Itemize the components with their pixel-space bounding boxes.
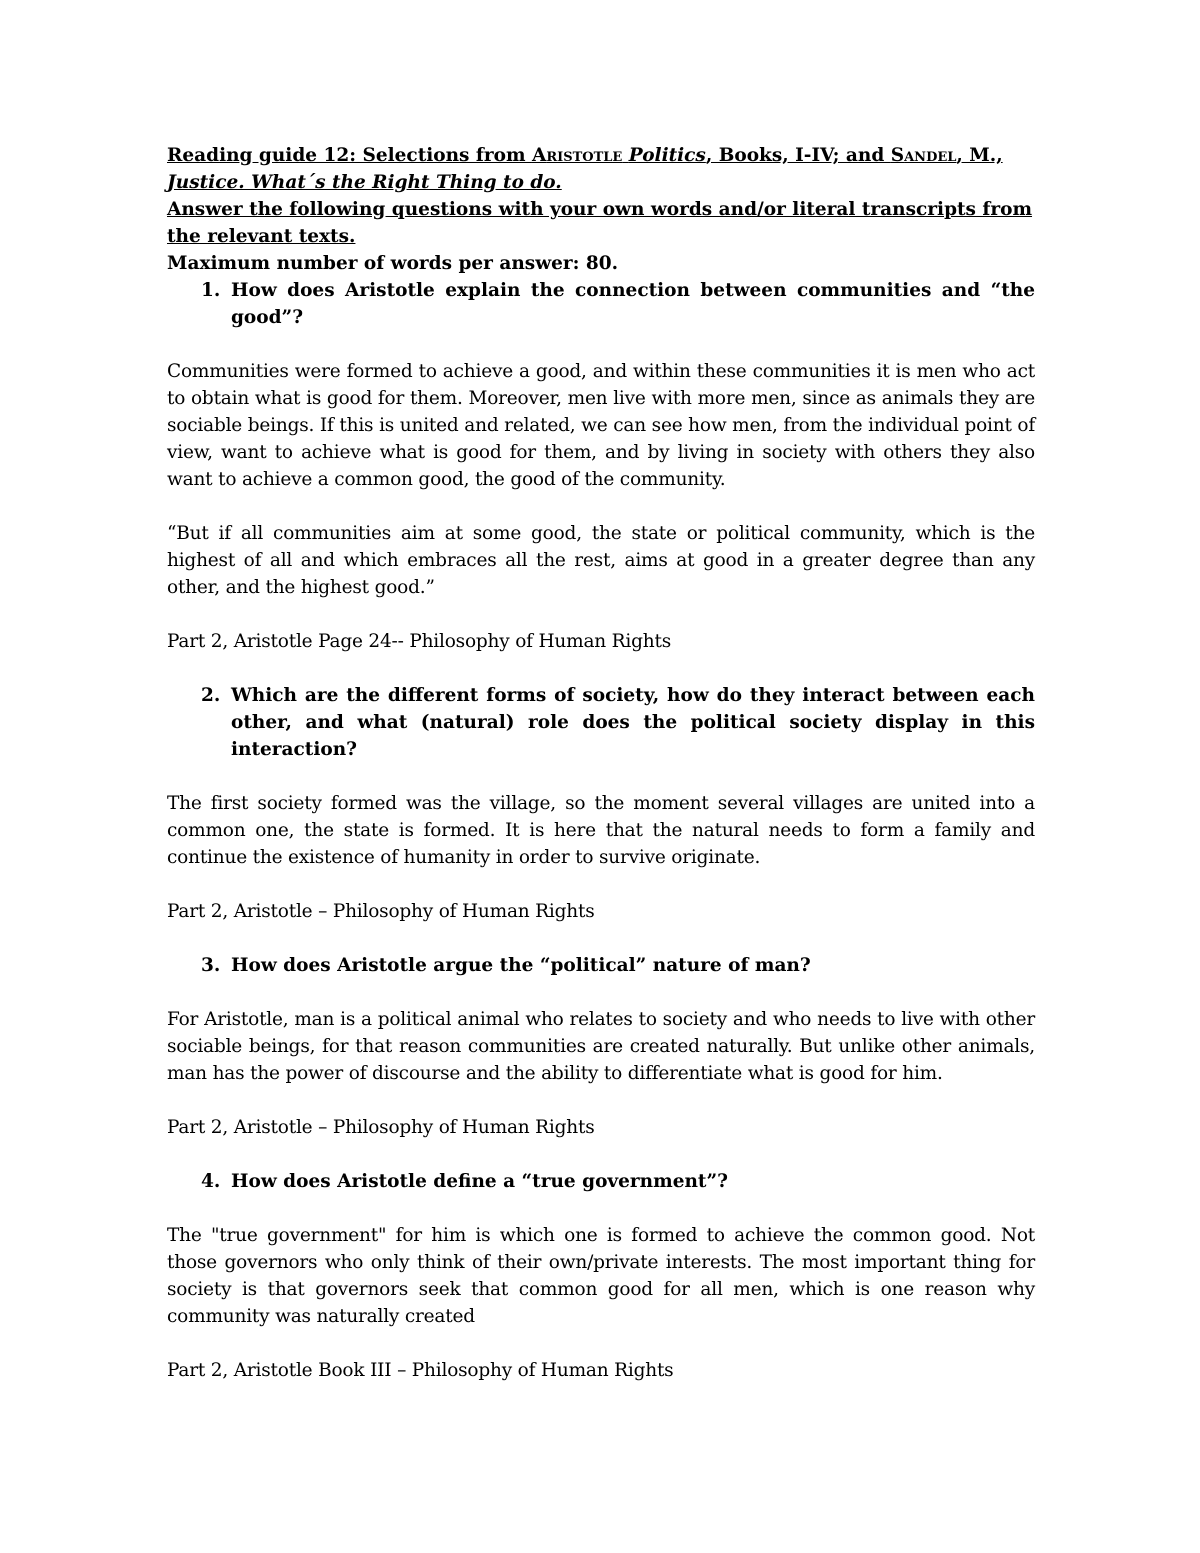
question-text: How does Aristotle argue the “political” nature of man? bbox=[231, 955, 811, 976]
author-sandel: Sandel bbox=[890, 145, 957, 166]
question-text: Which are the different forms of society, how do they interact between each other, and what (natural) role does the political society display in this interaction? bbox=[231, 685, 1035, 760]
question-number: 2. bbox=[201, 685, 221, 706]
source-4: Part 2, Aristotle Book III – Philosophy of Human Rights bbox=[167, 1360, 674, 1381]
question-number: 4. bbox=[201, 1171, 221, 1192]
source-1: Part 2, Aristotle Page 24-- Philosophy of Human Rights bbox=[167, 631, 672, 652]
answer-1: Communities were formed to achieve a good, and within these communities it is men who act to obtain what is good for them. Moreover, men live with more men, since as animals they are sociable beings. If this is united and related, we can see how men, from the individual point of view, want to achieve what is good for them, and by living in society with others they also want to achieve a common good, the good of the community. bbox=[167, 361, 1035, 490]
question-2 bbox=[167, 682, 1035, 763]
author-aristotle: Aristotle bbox=[531, 145, 623, 166]
source-3: Part 2, Aristotle – Philosophy of Human Rights bbox=[167, 1117, 595, 1138]
author-initial: , M., bbox=[956, 145, 1003, 166]
instructions: Answer the following questions with your own words and/or literal transcripts from the relevant texts. bbox=[167, 199, 1033, 247]
question-number: 1. bbox=[201, 280, 221, 301]
title-prefix: Reading guide 12: Selections from bbox=[167, 145, 532, 166]
book-justice-title: Justice. What´s the Right Thing to do. bbox=[167, 172, 562, 193]
answer-4: The "true government" for him is which one is formed to achieve the common good. Not those governors who only think of their own/private interests. The most important thing for society is that governors seek that common good for all men, which is one reason why community was naturally created bbox=[167, 1225, 1035, 1327]
max-words-note: Maximum number of words per answer: 80. bbox=[167, 253, 619, 274]
question-text: How does Aristotle explain the connection between communities and “the good”? bbox=[231, 280, 1035, 328]
question-number: 3. bbox=[201, 955, 221, 976]
question-1 bbox=[167, 277, 1035, 331]
title-books: , Books, I-IV; and bbox=[705, 145, 891, 166]
source-2: Part 2, Aristotle – Philosophy of Human Rights bbox=[167, 901, 595, 922]
document-title bbox=[167, 142, 1035, 169]
answer-3: For Aristotle, man is a political animal who relates to society and who needs to live with other sociable beings, for that reason communities are created naturally. But unlike other animals, man has the power of discourse and the ability to differentiate what is good for him. bbox=[167, 1009, 1035, 1084]
question-text: How does Aristotle define a “true government”? bbox=[231, 1171, 728, 1192]
quote-1: “But if all communities aim at some good, the state or political community, which is the highest of all and which embraces all the rest, aims at good in a greater degree than any other, and the highest good.” bbox=[167, 523, 1035, 598]
question-3 bbox=[167, 952, 1035, 979]
book-politics: Politics bbox=[628, 145, 706, 166]
document-page bbox=[167, 142, 1035, 1384]
question-4 bbox=[167, 1168, 1035, 1195]
answer-2: The first society formed was the village, so the moment several villages are united into a common one, the state is formed. It is here that the natural needs to form a family and continue the existence of humanity in order to survive originate. bbox=[167, 793, 1035, 868]
